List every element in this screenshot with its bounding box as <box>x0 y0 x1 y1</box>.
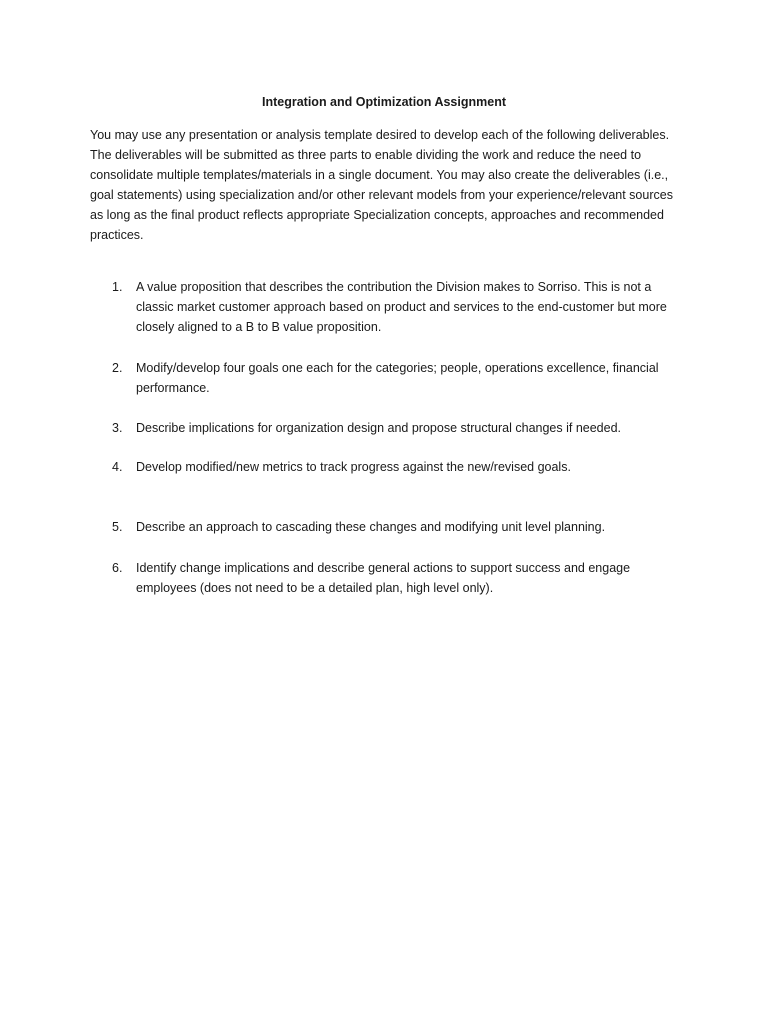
list-item-number: 5. <box>112 520 123 534</box>
list-item-text: Identify change implications and describe general actions to support success and engage employees (does not need to be a detailed plan, high level only). <box>136 561 631 595</box>
list-item-number: 6. <box>112 561 123 575</box>
list-item-text: A value proposition that describes the contribution the Division makes to Sorriso. This is not a classic market customer approach based on product and services to the end-customer but more closely aligned to a B to B value proposition. <box>136 280 667 334</box>
list-item-text: Describe an approach to cascading these changes and modifying unit level planning. <box>136 520 606 534</box>
list-item-number: 3. <box>112 421 123 435</box>
document-title: Integration and Optimization Assignment <box>262 95 506 109</box>
intro-paragraph: You may use any presentation or analysis template desired to develop each of the following deliverables. The deliverables will be submitted as three parts to enable dividing the work and reduce the need to consolidate multiple templates/materials in a single document. You may also create the deliverables (i.e., goal statements) using specialization and/or other relevant models from your experience/relevant sources as long as the final product reflects appropriate Specialization concepts, approaches and recommended practices. <box>90 128 673 242</box>
list-item-number: 2. <box>112 361 123 375</box>
list-item-text: Modify/develop four goals one each for the categories; people, operations excellence, financial performance. <box>136 361 659 395</box>
list-item-text: Develop modified/new metrics to track progress against the new/revised goals. <box>136 460 571 474</box>
list-item-number: 1. <box>112 280 123 294</box>
list-item-number: 4. <box>112 460 123 474</box>
list-item-text: Describe implications for organization design and propose structural changes if needed. <box>136 421 622 435</box>
